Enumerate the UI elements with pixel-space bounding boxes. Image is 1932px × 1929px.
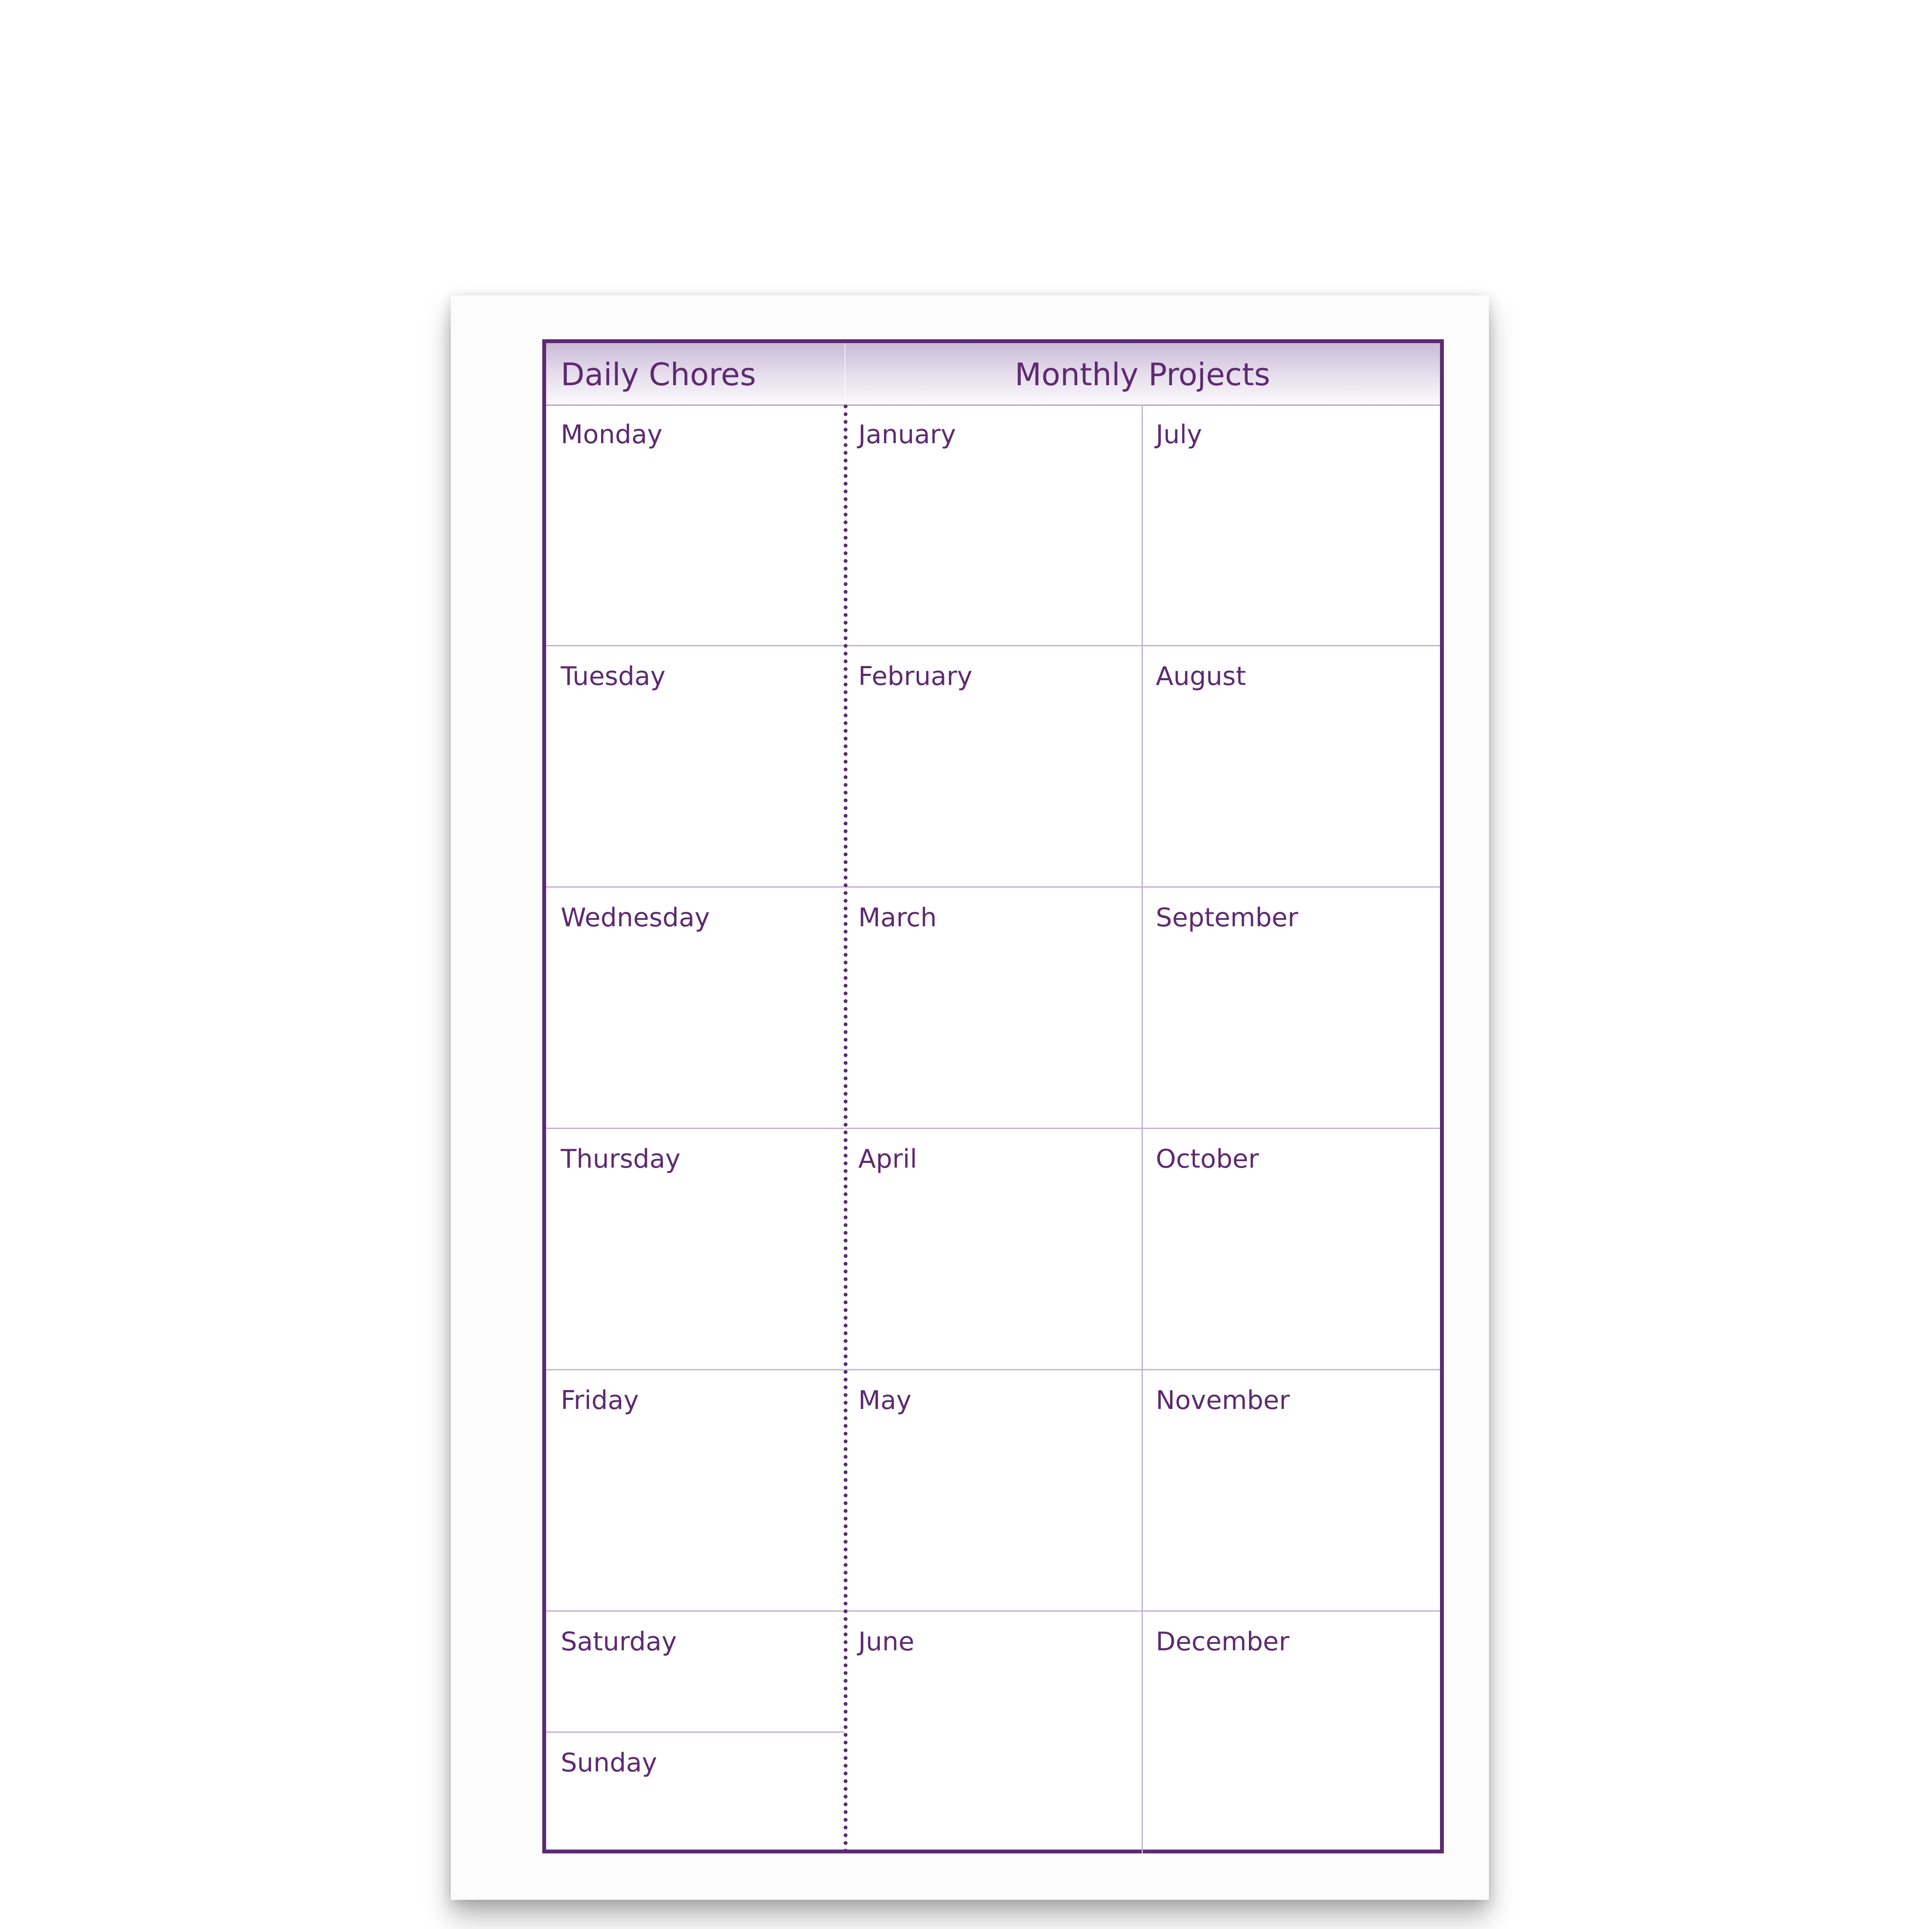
day-label: Monday xyxy=(561,420,662,450)
day-label: Thursday xyxy=(561,1144,680,1174)
month-label: June xyxy=(858,1627,914,1657)
header-row xyxy=(546,343,1440,406)
month-label: May xyxy=(858,1385,912,1415)
month-cell-march[interactable] xyxy=(845,886,1143,1128)
day-cell-tuesday[interactable] xyxy=(546,645,844,886)
month-cell-october[interactable] xyxy=(1143,1128,1440,1369)
day-label: Friday xyxy=(561,1385,639,1415)
dotted-divider xyxy=(844,405,848,1853)
day-label: Saturday xyxy=(561,1627,677,1657)
month-label: March xyxy=(858,903,937,933)
day-cell-wednesday[interactable] xyxy=(546,886,844,1128)
month-label: September xyxy=(1156,903,1298,933)
month-label: July xyxy=(1156,420,1202,450)
planner-table xyxy=(542,339,1444,1853)
month-cell-december[interactable] xyxy=(1143,1610,1440,1853)
daily-chores-title: Daily Chores xyxy=(561,356,756,392)
month-cell-february[interactable] xyxy=(845,645,1143,886)
month-cell-november[interactable] xyxy=(1143,1369,1440,1610)
month-label: November xyxy=(1156,1385,1290,1415)
day-cell-saturday[interactable] xyxy=(546,1610,844,1731)
month-cell-april[interactable] xyxy=(845,1128,1143,1369)
month-label: April xyxy=(858,1144,917,1174)
month-cell-june[interactable] xyxy=(845,1610,1143,1853)
day-label: Wednesday xyxy=(561,903,710,933)
day-cell-sunday[interactable] xyxy=(546,1731,844,1853)
month-label: January xyxy=(858,420,956,450)
month-label: December xyxy=(1156,1627,1290,1657)
monthly-projects-title: Monthly Projects xyxy=(1015,356,1270,392)
month-label: August xyxy=(1156,661,1246,691)
day-cell-friday[interactable] xyxy=(546,1369,844,1610)
month-cell-july[interactable] xyxy=(1143,405,1440,645)
month-label: February xyxy=(858,661,972,691)
day-label: Sunday xyxy=(561,1748,657,1778)
day-cell-monday[interactable] xyxy=(546,405,844,645)
month-cell-may[interactable] xyxy=(845,1369,1143,1610)
day-cell-thursday[interactable] xyxy=(546,1128,844,1369)
month-label: October xyxy=(1156,1144,1259,1174)
month-cell-january[interactable] xyxy=(845,405,1143,645)
month-cell-september[interactable] xyxy=(1143,886,1440,1128)
day-label: Tuesday xyxy=(561,661,666,691)
month-column-divider xyxy=(1142,405,1143,1853)
month-cell-august[interactable] xyxy=(1143,645,1440,886)
